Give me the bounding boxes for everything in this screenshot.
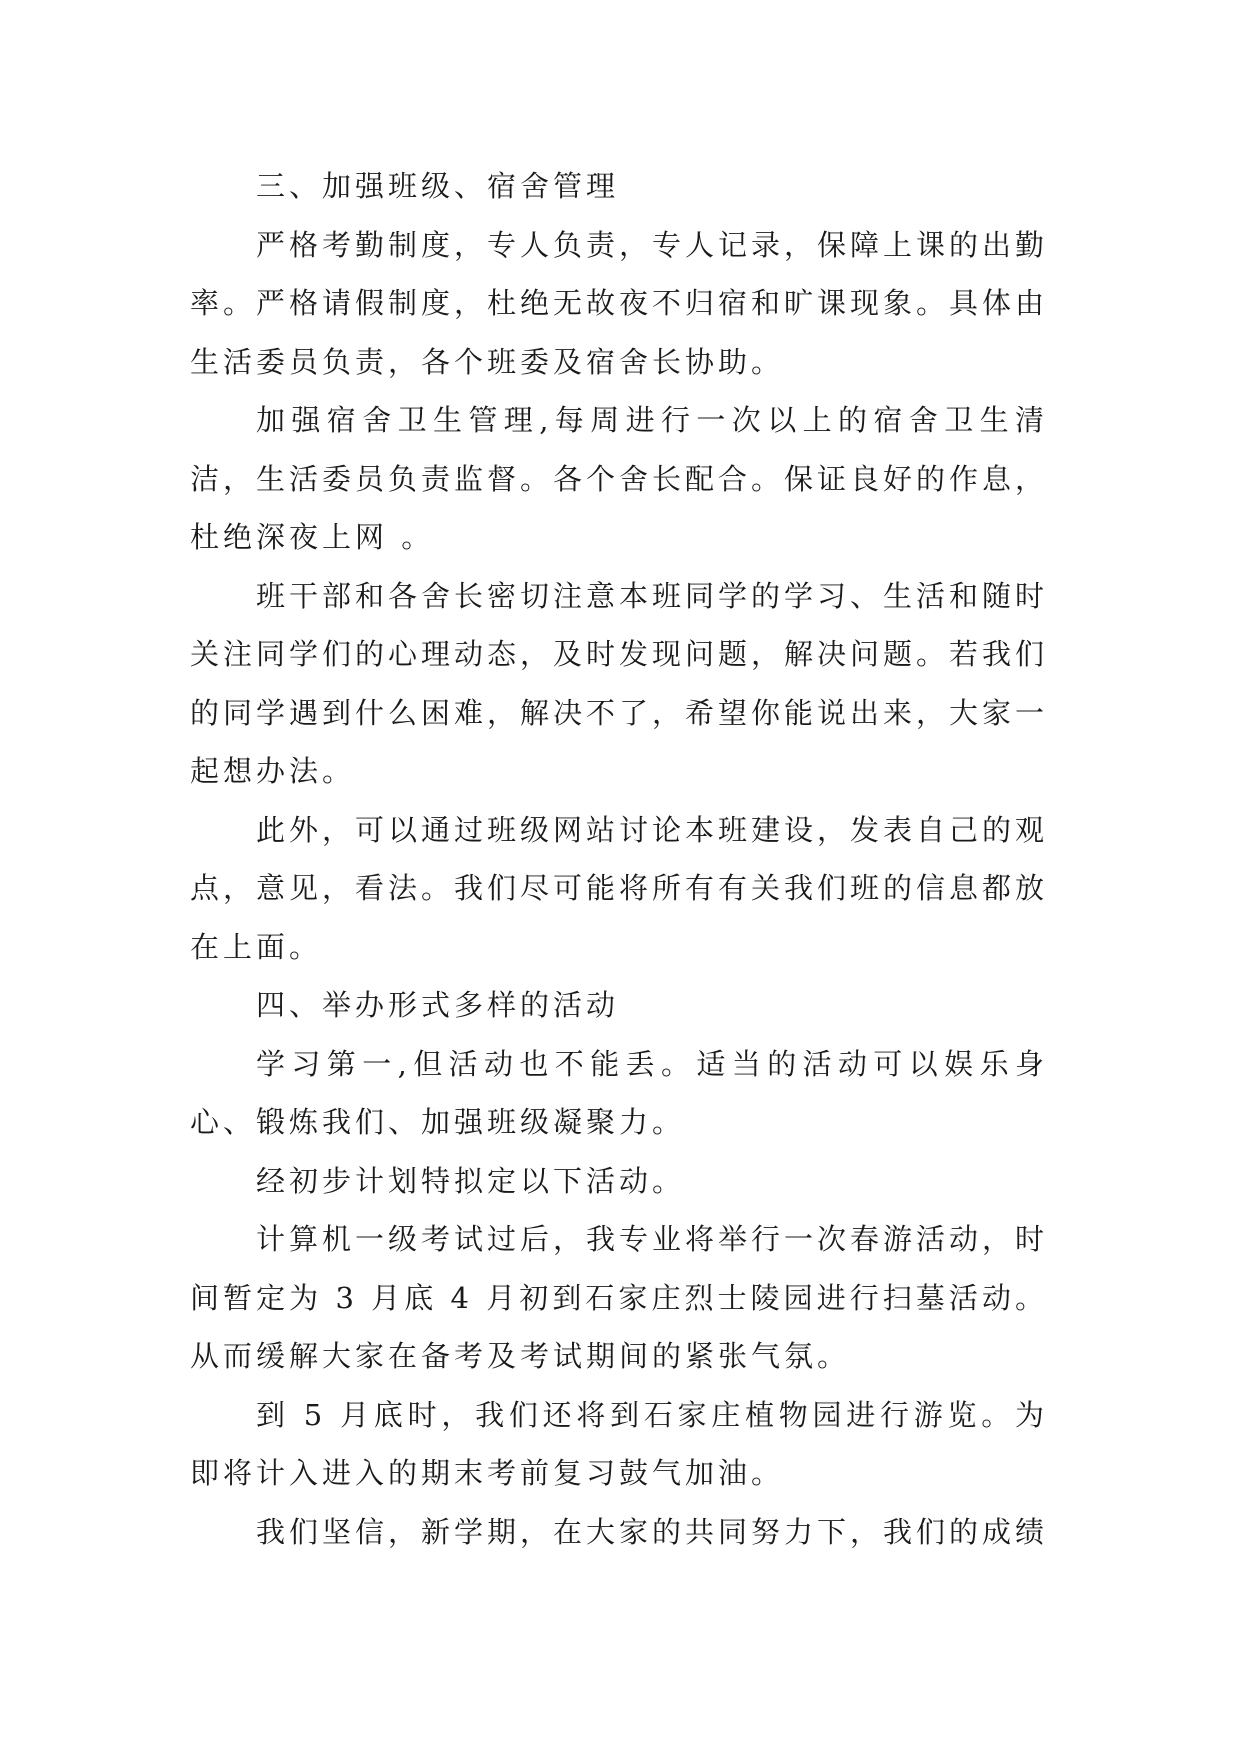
paragraph-conclusion: 我们坚信，新学期，在大家的共同努力下，我们的成绩 bbox=[256, 1514, 1049, 1549]
paragraph-student-care: 班干部和各舍长密切注意本班同学的学习、生活和随时关注同学们的心理动态，及时发现问题，解决问题。若我们的同学遇到什么困难，解决不了，希望你能说出来，大家一起想办法。 bbox=[190, 578, 1049, 788]
paragraph-botanical-garden: 到 5 月底时，我们还将到石家庄植物园进行游览。为即将计入进入的期末考前复习鼓气加油。 bbox=[190, 1397, 1048, 1490]
paragraph-activities-plan: 经初步计划特拟定以下活动。 bbox=[256, 1163, 686, 1198]
paragraph-dorm-hygiene: 加强宿舍卫生管理,每周进行一次以上的宿舍卫生清洁，生活委员负责监督。各个舍长配合。保证良好的作息，杜绝深夜上网 。 bbox=[190, 403, 1049, 554]
section-heading-3: 三、加强班级、宿舍管理 bbox=[256, 169, 620, 203]
paragraph-class-website: 此外，可以通过班级网站讨论本班建设，发表自己的观点，意见，看法。我们尽可能将所有有关我们班的信息都放在上面。 bbox=[190, 812, 1049, 964]
section-heading-4: 四、举办形式多样的活动 bbox=[256, 988, 620, 1022]
paragraph-attendance: 严格考勤制度，专人负责，专人记录，保障上课的出勤率。严格请假制度，杜绝无故夜不归宿和旷课现象。具体由生活委员负责，各个班委及宿舍长协助。 bbox=[190, 227, 1049, 379]
paragraph-activities-intro: 学习第一,但活动也不能丢。适当的活动可以娱乐身心、锻炼我们、加强班级凝聚力。 bbox=[190, 1046, 1048, 1139]
paragraph-spring-outing: 计算机一级考试过后，我专业将举行一次春游活动，时间暂定为 3 月底 4 月初到石家庄烈士陵园进行扫墓活动。从而缓解大家在备考及考试期间的紧张气氛。 bbox=[190, 1222, 1049, 1373]
document-body bbox=[190, 157, 1048, 1561]
